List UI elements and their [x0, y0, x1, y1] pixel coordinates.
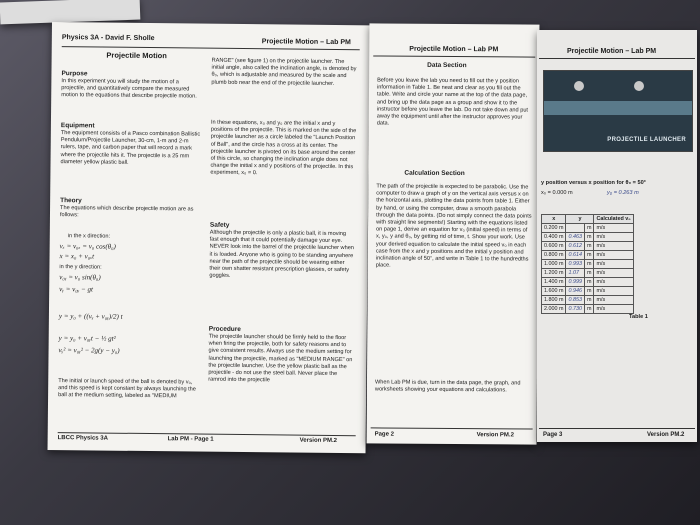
safety-text: Although the projectile is only a plastic ball, it is moving fast enough that it could potentially damage your eye. NEVER look into the barrel of the projectile launcher when it is loaded. Anyone who is going to be standing anywhere near the path of the projectile should be wearing either their own shatter resistant prescription glasses, or safety goggles. — [209, 229, 354, 280]
column-header: y — [566, 215, 594, 224]
velocity-cell: m/s — [594, 305, 633, 314]
equation-vy: vᵧ = v₀ᵧ − gt — [59, 285, 94, 294]
x0-value: x₀ = 0.000 m — [541, 190, 573, 196]
procedure-text: The projectile launcher should be firmly held to the floor when firing the projectile, both for safety reasons and to give consistent results. Always use the medium setting for launching the projectile, marked as "MEDIUM RANGE" on the projectile launcher. Use the yellow plastic ball as the projectile - do not use the steel ball. Never place the ramrod into the projectile — [208, 333, 353, 384]
page-header: Projectile Motion – Lab PM — [261, 38, 351, 47]
table-row — [542, 260, 634, 269]
equation-y-average: y = y₀ + ((vᵧ + v₀ᵧ)/2) t — [58, 312, 123, 321]
x-cell: 0.400 m — [542, 233, 566, 242]
unit-cell: m — [584, 287, 594, 296]
y0-value: y₀ = 0.263 m — [607, 190, 639, 196]
y-cell: 0.612 — [566, 242, 585, 251]
lab-page-1 — [48, 22, 370, 453]
table-row — [542, 305, 634, 314]
launcher-knob — [574, 81, 584, 91]
page-header: Projectile Motion – Lab PM — [567, 48, 657, 55]
footer-rule — [539, 428, 695, 429]
y-cell — [566, 224, 585, 233]
column-header: x — [542, 215, 566, 224]
column-header: Calculated v₀ — [594, 215, 633, 224]
launcher-knob — [634, 81, 644, 91]
equipment-heading: Equipment — [60, 122, 95, 130]
x-cell: 0.800 m — [542, 251, 566, 260]
footer-page: Page 2 — [374, 431, 394, 438]
equation-vy-squared: vᵧ² = v₀ᵧ² − 2g(y − y₀) — [58, 346, 120, 355]
footer-page: Page 3 — [543, 432, 563, 438]
footer-version: Version PM.2 — [476, 432, 514, 439]
y-cell: 0.946 — [566, 287, 585, 296]
launcher-photo — [543, 70, 693, 152]
velocity-cell: m/s — [594, 269, 633, 278]
unit-cell: m — [584, 233, 594, 242]
equation-y-quadratic: y = y₀ + v₀ᵧt − ½ gt² — [58, 334, 116, 343]
safety-heading: Safety — [209, 221, 230, 229]
unit-cell: m — [584, 269, 594, 278]
page-header: Projectile Motion – Lab PM — [409, 45, 499, 54]
section-heading: Data Section — [427, 61, 467, 70]
table-row — [542, 278, 634, 287]
table-caption: Table 1 — [629, 314, 648, 320]
footer-left: LBCC Physics 3A — [57, 435, 109, 442]
table-row — [542, 233, 634, 242]
velocity-cell: m/s — [594, 260, 633, 269]
unit-cell: m — [584, 260, 594, 269]
purpose-heading: Purpose — [61, 70, 88, 78]
table-title: y position versus x position for θ₀ = 50° — [541, 180, 646, 186]
launcher-body — [544, 101, 692, 115]
table-row — [542, 296, 634, 305]
x-cell: 0.200 m — [542, 224, 566, 233]
data-table — [541, 214, 634, 314]
back-sheet — [0, 0, 140, 24]
footer-version: Version PM.2 — [647, 432, 685, 438]
equation-vy0: v₀ᵧ = v₀ sin(θ₀) — [59, 273, 101, 282]
table-row — [542, 242, 634, 251]
velocity-cell: m/s — [594, 287, 633, 296]
velocity-cell: m/s — [594, 233, 633, 242]
footer-version: Version PM.2 — [299, 437, 338, 445]
y-cell: 0.614 — [566, 251, 585, 260]
velocity-cell: m/s — [594, 224, 633, 233]
x-cell: 1.600 m — [542, 287, 566, 296]
x-cell: 1.400 m — [542, 278, 566, 287]
x-cell: 1.800 m — [542, 296, 566, 305]
x-cell: 0.600 m — [542, 242, 566, 251]
y-cell: 1.07 — [566, 269, 585, 278]
unit-cell: m — [584, 305, 594, 314]
footer-rule — [371, 427, 533, 429]
procedure-heading: Procedure — [208, 325, 241, 333]
y-cell: 0.730 — [566, 305, 585, 314]
velocity-cell: m/s — [594, 278, 633, 287]
velocity-cell: m/s — [594, 296, 633, 305]
theory-text: The equations which describe projectile motion are as follows: — [59, 205, 194, 219]
velocity-cell: m/s — [594, 242, 633, 251]
coordinates-text: In these equations, x₀ and y₀ are the initial x and y positions of the projectile. This is marked on the side of the projectile launcher as a circle labeled the "Launch Position of Ball", and the circle has a cross at its center. The projectile launcher is pivoted on its base around the center of this circle, so changing the inclination angle does not change the initial x and y positions of the projectile. In this experiment, x₀ = 0. — [210, 119, 357, 177]
unit-cell: m — [584, 278, 594, 287]
table-row — [542, 224, 634, 233]
equation-vx: vₓ = v₀ₓ = v₀ cos(θ₀) — [59, 242, 116, 251]
table-row — [542, 287, 634, 296]
table-row — [542, 269, 634, 278]
data-intro-text: Before you leave the lab you need to fill out the y position information in Table 1. Be neat and clear as you fill out the table. Write and circle your name at the top of the data page, and bring up the data page as a group and show it to the instructor before you leave the lab. Do not take down and put away the equipment until after the instructor approves your data. — [376, 77, 529, 127]
calculation-heading: Calculation Section — [404, 169, 465, 178]
equation-x: x = x₀ + v₀ₓt — [59, 252, 95, 261]
footer-page: Lab PM - Page 1 — [167, 436, 214, 443]
table-row — [542, 251, 634, 260]
header-rule — [373, 55, 535, 57]
purpose-text: In this experiment you will study the motion of a projectile, and quantitatively compare the measured motion to the equations that describe projectile motion. — [61, 78, 197, 100]
x-cell: 2.000 m — [542, 305, 566, 314]
theory-heading: Theory — [60, 197, 82, 205]
lab-page-3 — [537, 30, 697, 442]
unit-cell: m — [584, 224, 594, 233]
y-cell: 0.853 — [566, 296, 585, 305]
velocity-cell: m/s — [594, 251, 633, 260]
calculation-text: The path of the projectile is expected to be parabolic. Use the computer to draw a graph of y on the vertical axis versus x on the horizontal axis, plotting the data points from table 1. Either by hand, or using the computer, draw a smooth parabola through the data points. (Do not simply connect the data points with straight line segments!) Starting with the equations listed on page 1, derive an equation for v₀ (initial speed) in terms of x, y₀, y and θ₀, by getting rid of time, t. Show your work. Use your derived equation to calculate the initial speed v₀ in each case from the x and y positions and the initial y position and inclination angle of 50°, and write in Table 1 to the hundredths place. — [375, 183, 532, 269]
y-cell: 0.463 — [566, 233, 585, 242]
y-direction-label: in the y direction: — [59, 264, 102, 271]
y-cell: 0.993 — [566, 260, 585, 269]
unit-cell: m — [584, 296, 594, 305]
table-header-row — [542, 215, 634, 224]
lab-page-2 — [367, 23, 540, 444]
header-rule — [539, 58, 695, 59]
x-cell: 1.000 m — [542, 260, 566, 269]
page-title: Projectile Motion — [106, 50, 167, 61]
range-text: RANGE" (see figure 1) on the projectile launcher. The initial angle, also called the inclination angle, is denoted by θ₀, which is adjustable and measured by the scale and plumb bob near the end of the projectile launcher. — [211, 57, 357, 87]
course-label: Physics 3A - David F. Sholle — [61, 34, 155, 43]
equipment-text: The equipment consists of a Pasco combination Ballistic Pendulum/Projectile Launcher, 30-cm, 1-m and 2-m rulers, tape, and carbon paper that will record a mark where the projectile hits it. The projectile is a 25 mm diameter yellow plastic ball. — [60, 130, 201, 166]
x-direction-label: in the x direction: — [67, 233, 111, 240]
unit-cell: m — [584, 242, 594, 251]
unit-cell: m — [584, 251, 594, 260]
initial-speed-text: The initial or launch speed of the ball is denoted by v₀, and this speed is kept constant by always launching the ball at the medium setting, labeled as "MEDIUM — [58, 378, 196, 400]
x-cell: 1.200 m — [542, 269, 566, 278]
closing-text: When Lab PM is due, turn in the data page, the graph, and worksheets showing your equations and calculations. — [374, 379, 521, 394]
y-cell: 0.999 — [566, 278, 585, 287]
photo-label: PROJECTILE LAUNCHER — [607, 137, 686, 143]
